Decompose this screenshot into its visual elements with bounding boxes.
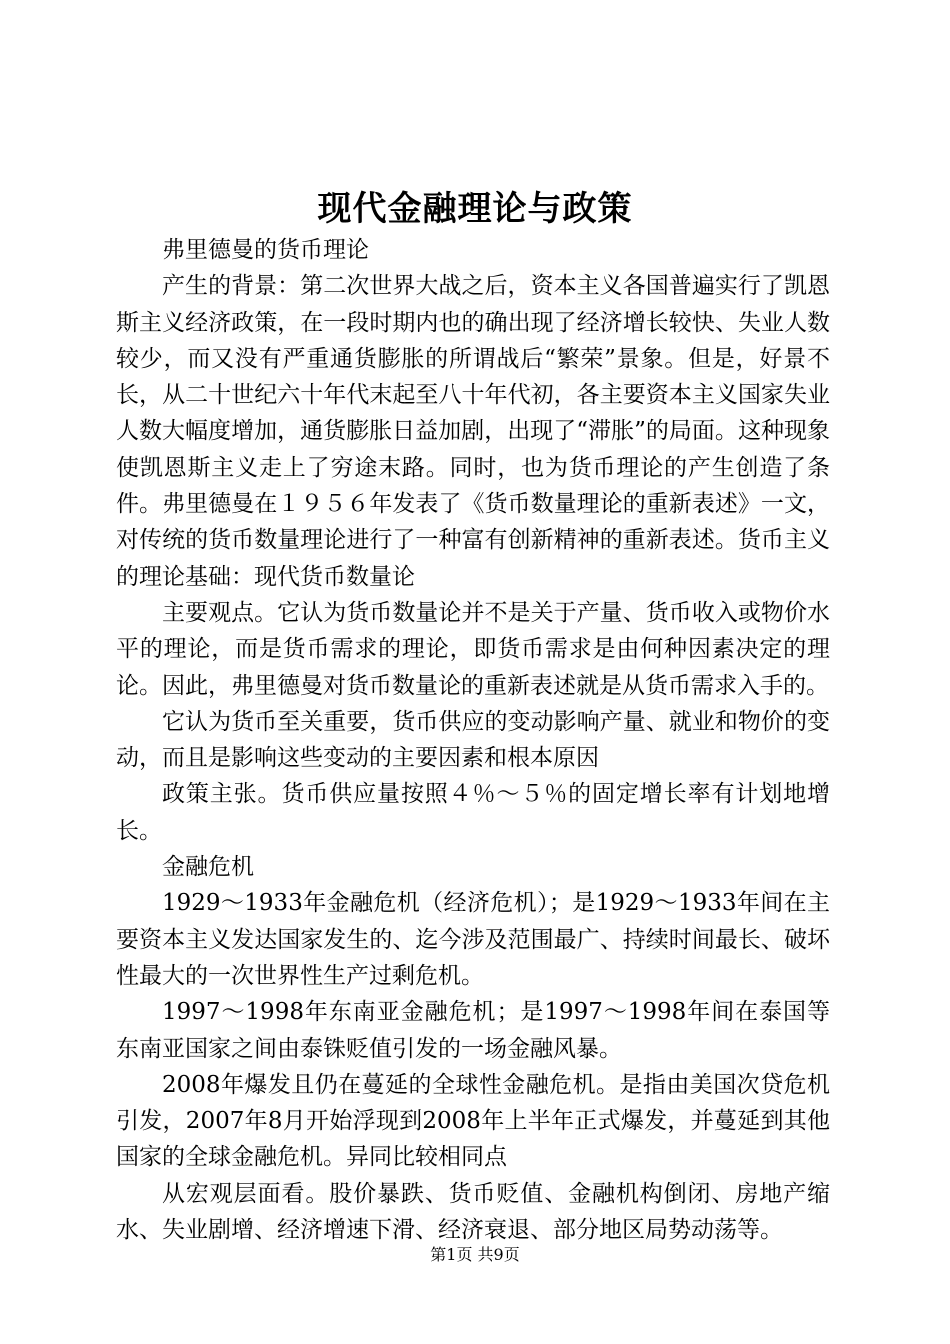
paragraph-background: 产生的背景：第二次世界大战之后，资本主义各国普遍实行了凯恩斯主义经济政策，在一段时期内也的确出现了经济增长较快、失业人数较少，而又没有严重通货膨胀的所谓战后“繁荣”景象。但是，好景不长，从二十世纪六十年代末起至八十年代初，各主要资本主义国家失业人数大幅度增加，通货膨胀日益加剧，出现了“滞胀”的局面。这种现象使凯恩斯主义走上了穷途末路。同时，也为货币理论的产生创造了条件。弗里德曼在１９５６年发表了《货币数量理论的重新表述》一文，对传统的货币数量理论进行了一种富有创新精神的重新表述。货币主义的理论基础：现代货币数量论 [116,273,830,590]
page-number-footer: 第1页 共9页 [430,1245,520,1264]
paragraph-policy: 政策主张。货币供应量按照４％～５％的固定增长率有计划地增长。 [116,781,830,844]
document-body [116,232,830,1248]
paragraph-section-heading-crisis: 金融危机 [162,854,254,881]
paragraph-crisis-2008: 2008年爆发且仍在蔓延的全球性金融危机。是指由美国次贷危机引发，2007年8月开始浮现到2008年上半年正式爆发，并蔓延到其他国家的全球金融危机。异同比较相同点 [116,1071,830,1171]
paragraph-crisis-1997: 1997～1998年东南亚金融危机；是1997～1998年间在泰国等东南亚国家之间由泰铢贬值引发的一场金融风暴。 [116,999,830,1062]
paragraph-money-matters: 它认为货币至关重要，货币供应的变动影响产量、就业和物价的变动，而且是影响这些变动的主要因素和根本原因 [116,708,830,772]
paragraph-crisis-1929: 1929～1933年金融危机（经济危机）；是1929～1933年间在主要资本主义发达国家发生的、迄今涉及范围最广、持续时间最长、破坏性最大的一次世界性生产过剩危机。 [116,890,830,989]
paragraph-macro-view: 从宏观层面看。股价暴跌、货币贬值、金融机构倒闭、房地产缩水、失业剧增、经济增速下滑、经济衰退、部分地区局势动荡等。 [116,1180,830,1244]
paragraph-main-viewpoint: 主要观点。它认为货币数量论并不是关于产量、货币收入或物价水平的理论，而是货币需求的理论，即货币需求是由何种因素决定的理论。因此，弗里德曼对货币数量论的重新表述就是从货币需求入手的。 [116,599,830,699]
paragraph-section-heading-friedman: 弗里德曼的货币理论 [162,237,369,263]
document-title: 现代金融理论与政策 [317,189,633,229]
